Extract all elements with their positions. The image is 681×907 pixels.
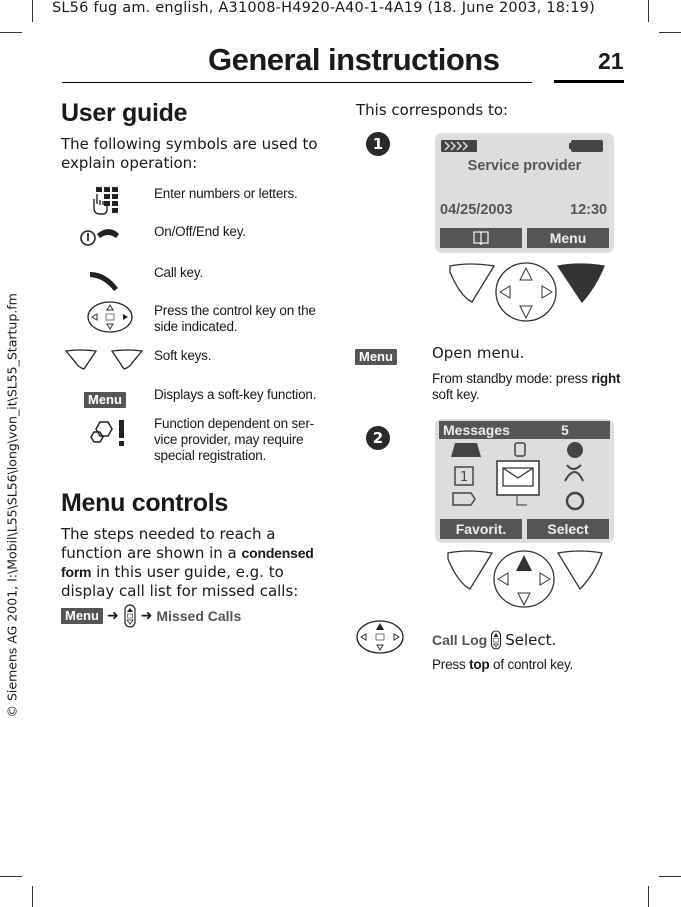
instruction-menu-softkey <box>355 346 397 365</box>
crop-mark <box>0 32 22 33</box>
note-bold: top <box>469 657 490 672</box>
note-a: Press <box>432 657 466 672</box>
screen-right-softkey-menu[interactable]: Menu <box>527 228 609 248</box>
corresponds-heading: This corresponds to: <box>356 101 509 119</box>
symbol-text-soft-keys: Soft keys. <box>154 348 212 363</box>
instruction-open-menu: Open menu. <box>432 344 525 362</box>
running-head: SL56 fug am. english, A31008-H4920-A40-1-4A19 (18. June 2003, 18:19) <box>52 0 595 16</box>
battery-icon <box>569 139 605 153</box>
crop-mark <box>0 876 22 877</box>
symbol-text-control-key: Press the control key on the side indicated. <box>154 303 316 334</box>
screen-left-softkey-favorit[interactable]: Favorit. <box>440 519 522 539</box>
symbol-text-call-key: Call key. <box>154 265 203 280</box>
step-1-marker: 1 <box>366 132 390 156</box>
soft-keys-icon <box>62 346 146 374</box>
path-menu-softkey: Menu <box>61 608 103 624</box>
svg-text:1: 1 <box>460 470 469 485</box>
control-key-small-icon <box>490 630 502 650</box>
select-text: Select. <box>505 630 557 649</box>
menu-title-count: 5 <box>561 422 569 438</box>
page-number: 21 <box>598 48 624 74</box>
symbol-text-provider: Function dependent on ser-vice provider, may require special registration. <box>154 416 314 463</box>
end-key-icon <box>78 222 120 248</box>
phone-screen-standby <box>435 133 614 253</box>
user-guide-intro: The following symbols are used to explain operation: <box>61 135 318 172</box>
keypad-control-top-highlight <box>446 549 604 611</box>
path-missed-calls: Missed Calls <box>156 608 242 624</box>
symbol-text-end-key: On/Off/End key. <box>154 224 246 239</box>
path-arrow: ➜ <box>140 608 153 624</box>
call-key-icon <box>88 264 122 292</box>
call-log-item: Call Log <box>432 632 488 648</box>
menu-softkey-label: Menu <box>84 392 126 408</box>
symbol-text-keypad: Enter numbers or letters. <box>154 186 298 201</box>
menu-icon-grid <box>449 441 609 513</box>
crop-mark <box>659 876 681 877</box>
screen-right-softkey-select[interactable]: Select <box>527 519 609 539</box>
phonebook-icon <box>472 230 490 246</box>
note-a: From standby mode: press <box>432 371 588 386</box>
path-arrow: ➜ <box>106 608 119 624</box>
side-file-path: © Siemens AG 2001, I:\Mobil\L55\SL56\long\von_it\SL55_Startup.fm <box>4 293 20 718</box>
instruction-note-top <box>432 657 632 673</box>
keypad-soft-keys-right-highlight <box>448 260 606 326</box>
menu-title-bar <box>439 421 610 439</box>
page-title: General instructions <box>208 42 500 77</box>
condensed-path-example <box>61 604 241 628</box>
provider-function-icon <box>90 418 130 448</box>
step-2-marker: 2 <box>366 426 390 450</box>
note-b: of control key. <box>493 657 574 672</box>
screen-time: 12:30 <box>570 202 608 218</box>
symbol-text-softkey-function: Displays a soft-key function. <box>154 387 317 402</box>
crop-mark <box>32 0 33 22</box>
crop-mark <box>32 886 33 907</box>
phone-screen-menu <box>435 419 614 543</box>
menu-title-messages: Messages <box>443 422 510 438</box>
instruction-call-log <box>432 630 556 650</box>
user-guide-heading: User guide <box>61 99 188 127</box>
control-key-top-icon <box>355 619 405 655</box>
menu-controls-text-b: in this user guide, e.g. to display call list for missed calls: <box>61 563 299 600</box>
crop-mark <box>648 886 649 907</box>
page-number-rule <box>554 80 624 83</box>
control-key-icon <box>86 299 134 335</box>
keypad-icon <box>90 186 122 216</box>
crop-mark <box>659 32 681 33</box>
screen-date: 04/25/2003 <box>440 202 513 218</box>
menu-controls-text-bold: condensed form <box>61 545 314 580</box>
signal-strength-icon <box>441 139 479 153</box>
service-provider-text: Service provider <box>467 158 582 174</box>
title-rule <box>62 82 532 83</box>
menu-controls-text-a: The steps needed to reach a function are shown in a <box>61 525 276 562</box>
control-key-small-icon <box>123 604 137 628</box>
instruction-note-standby <box>432 371 632 403</box>
menu-softkey-icon <box>84 389 126 408</box>
screen-left-softkey[interactable] <box>440 228 522 248</box>
menu-controls-text <box>61 525 329 601</box>
menu-controls-heading: Menu controls <box>61 489 228 517</box>
instruction-menu-label: Menu <box>355 349 397 365</box>
note-b: soft key. <box>432 387 480 402</box>
note-bold: right <box>591 371 621 386</box>
